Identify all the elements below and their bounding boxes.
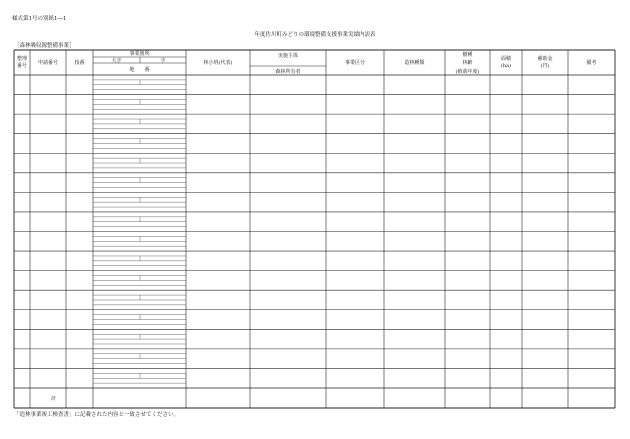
header-chiban: 地 番 [129, 67, 150, 73]
section-label: ［森林吸収源整備事業］ [14, 43, 75, 49]
header-edaban: 枝番 [74, 60, 85, 66]
header-hojokin: 補助金 [537, 56, 553, 62]
footnote: 「造林事業竣工検査書」に記載された内容と一致させてください。 [14, 412, 180, 418]
header-zorin-shubetsu: 造林種類 [404, 60, 425, 66]
form-id: 様式第1号の別紙1―1 [12, 16, 67, 22]
header-ooaza: 大字 [111, 58, 122, 64]
header-shinrin-shoyusha: 森林所有者 [275, 69, 301, 75]
header-menseki: 面積 [500, 56, 512, 62]
header-menseki-unit: (ha) [500, 63, 512, 69]
header-aza: 字 [160, 58, 166, 64]
total-label: 計 [50, 396, 57, 402]
header-jigyo-kubun: 事業区分 [344, 60, 366, 66]
header-shokusai-nendo: (植栽年度) [455, 69, 480, 75]
header-rinshohan: 林小班(代表) [203, 60, 233, 66]
header-seiri-bango-line2: 番号 [16, 63, 28, 69]
header-hojokin-unit: (円) [540, 63, 550, 69]
header-jigyo-basho: 事業箇所 [129, 51, 150, 57]
header-shinsei-bango: 申請番号 [37, 60, 59, 66]
header-rinrei: 林齢 [462, 60, 473, 66]
header-seiri-bango-line1: 整理 [16, 56, 28, 62]
header-jushu: 樹種 [462, 52, 473, 58]
header-jisshi-shutai: 実施主体 [277, 53, 299, 59]
header-biko: 備考 [586, 60, 597, 66]
document-title: 年度佐川町みどりの環境整備支援事業実績内訳表 [254, 32, 376, 38]
